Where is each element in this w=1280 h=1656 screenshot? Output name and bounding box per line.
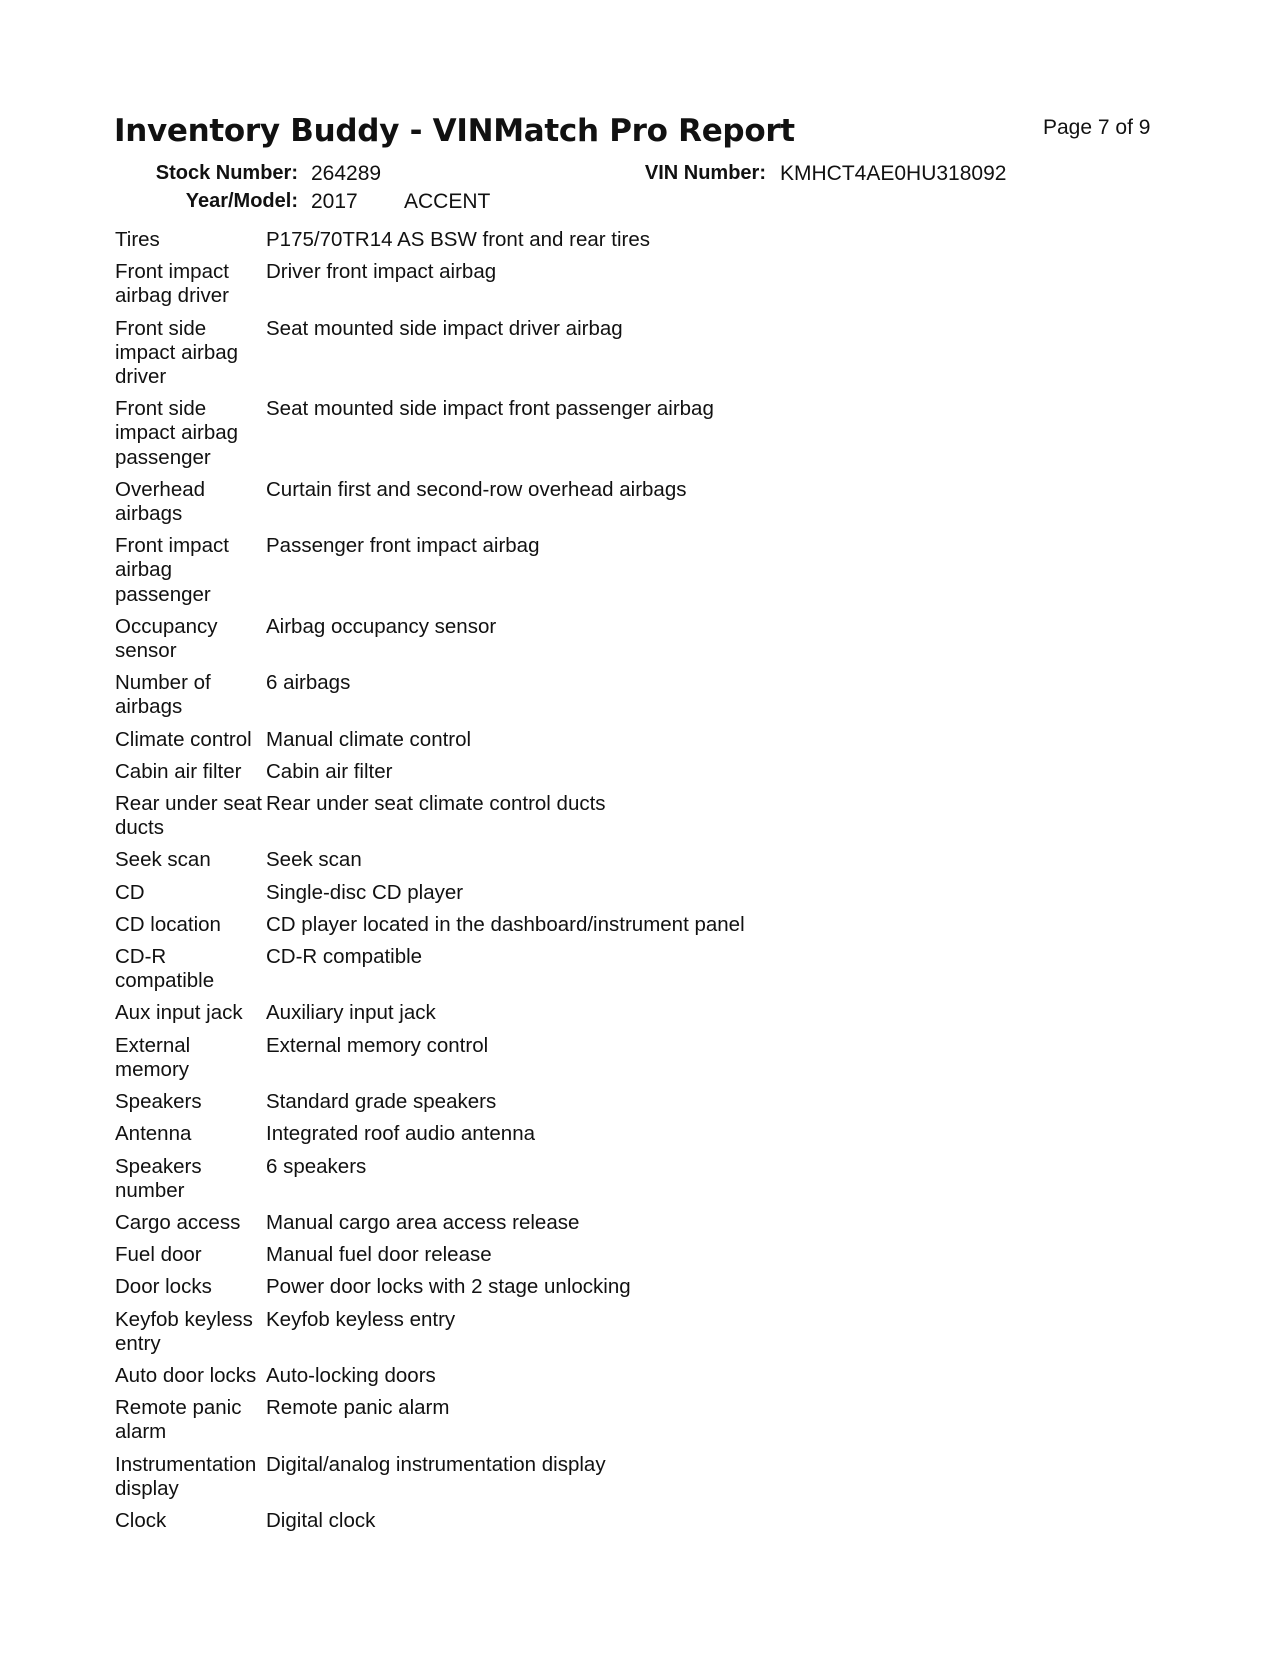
report-title: Inventory Buddy - VINMatch Pro Report [114,113,795,149]
table-row [115,792,1026,848]
spec-value: Keyfob keyless entry [266,1307,456,1331]
spec-value: Passenger front impact airbag [266,534,540,558]
spec-label: Auto door locks [115,1363,257,1387]
table-row [115,317,1026,398]
spec-value: Airbag occupancy sensor [266,614,497,638]
spec-label: Overhead airbags [115,477,206,526]
spec-label: Seek scan [115,848,211,872]
spec-value: Power door locks with 2 stage unlocking [266,1275,631,1299]
spec-value: Cabin air filter [266,759,393,783]
spec-label: Instrumentation display [115,1452,257,1500]
spec-value: Seek scan [266,848,362,872]
table-row [115,671,1026,727]
spec-value: Driver front impact airbag [266,260,497,284]
year-value: 2017 [311,190,358,213]
table-row [115,913,1026,945]
spec-value: CD-R compatible [266,945,423,969]
spec-value: Digital clock [266,1508,376,1532]
spec-label: Cabin air filter [115,759,242,783]
table-row [115,1122,1026,1154]
model-value: ACCENT [404,190,491,213]
spec-value: Digital/analog instrumentation display [266,1452,606,1476]
spec-value: 6 airbags [266,671,351,695]
table-row [115,397,1026,478]
table-row [115,1509,1026,1541]
spec-value: Remote panic alarm [266,1396,450,1420]
table-row [115,1090,1026,1122]
spec-label: Climate control [115,727,252,751]
spec-value: Seat mounted side impact driver airbag [266,316,623,340]
table-row [115,534,1026,615]
table-row [115,228,1026,260]
spec-table [115,228,1026,1541]
spec-value: Curtain first and second-row overhead airbags [266,477,687,501]
table-row [115,728,1026,760]
table-row [115,881,1026,913]
spec-label: Front side impact airbag driver [115,316,239,389]
spec-label: Cargo access [115,1210,241,1234]
spec-label: CD location [115,912,221,936]
spec-value: Standard grade speakers [266,1090,497,1114]
spec-value: Auxiliary input jack [266,1001,436,1025]
spec-value: Seat mounted side impact front passenger airbag [266,397,714,421]
table-row [115,615,1026,671]
spec-value: External memory control [266,1033,489,1057]
table-row [115,1211,1026,1243]
table-row [115,1364,1026,1396]
spec-value: Integrated roof audio antenna [266,1122,535,1146]
page-number: Page 7 of 9 [1043,116,1151,139]
table-row [115,1034,1026,1090]
stock-number-value: 264289 [311,162,382,185]
spec-value: CD player located in the dashboard/instrument panel [266,912,745,936]
table-row [115,760,1026,792]
spec-value: P175/70TR14 AS BSW front and rear tires [266,228,650,251]
spec-value: Manual cargo area access release [266,1210,580,1234]
spec-value: Single-disc CD player [266,880,464,904]
spec-value: Manual fuel door release [266,1243,492,1267]
spec-value: 6 speakers [266,1154,367,1178]
spec-label: Speakers number [115,1154,202,1202]
spec-label: Remote panic alarm [115,1396,242,1444]
spec-label: Front impact airbag passenger [115,534,229,606]
spec-label: Aux input jack [115,1001,243,1025]
vin-number-value: KMHCT4AE0HU318092 [780,162,1007,185]
spec-label: Fuel door [115,1243,202,1267]
spec-value: Auto-locking doors [266,1363,436,1387]
spec-label: Front side impact airbag passenger [115,397,239,469]
spec-label: Keyfob keyless entry [115,1307,253,1355]
stock-number-label: Stock Number: [155,162,298,184]
spec-label: Antenna [115,1122,192,1146]
table-row [115,848,1026,880]
spec-label: Door locks [115,1275,212,1299]
table-row [115,478,1026,534]
spec-value: Manual climate control [266,727,472,751]
year-model-label: Year/Model: [185,190,298,212]
spec-label: Tires [115,228,160,251]
spec-label: CD-R compatible [115,945,215,993]
table-row [115,1453,1026,1509]
spec-label: Speakers [115,1090,202,1114]
table-row [115,1243,1026,1275]
table-row [115,1308,1026,1364]
table-row [115,1275,1026,1307]
spec-label: External memory [115,1033,191,1081]
table-row [115,260,1026,316]
spec-value: Rear under seat climate control ducts [266,792,606,816]
spec-label: CD [115,880,145,904]
spec-label: Front impact airbag driver [115,260,229,308]
spec-label: Clock [115,1508,167,1532]
table-row [115,945,1026,1001]
spec-label: Rear under seat ducts [115,792,263,840]
table-row [115,1155,1026,1211]
vin-number-label: VIN Number: [644,162,766,184]
spec-label: Number of airbags [115,671,211,719]
spec-label: Occupancy sensor [115,614,218,663]
table-row [115,1001,1026,1033]
table-row [115,1396,1026,1452]
